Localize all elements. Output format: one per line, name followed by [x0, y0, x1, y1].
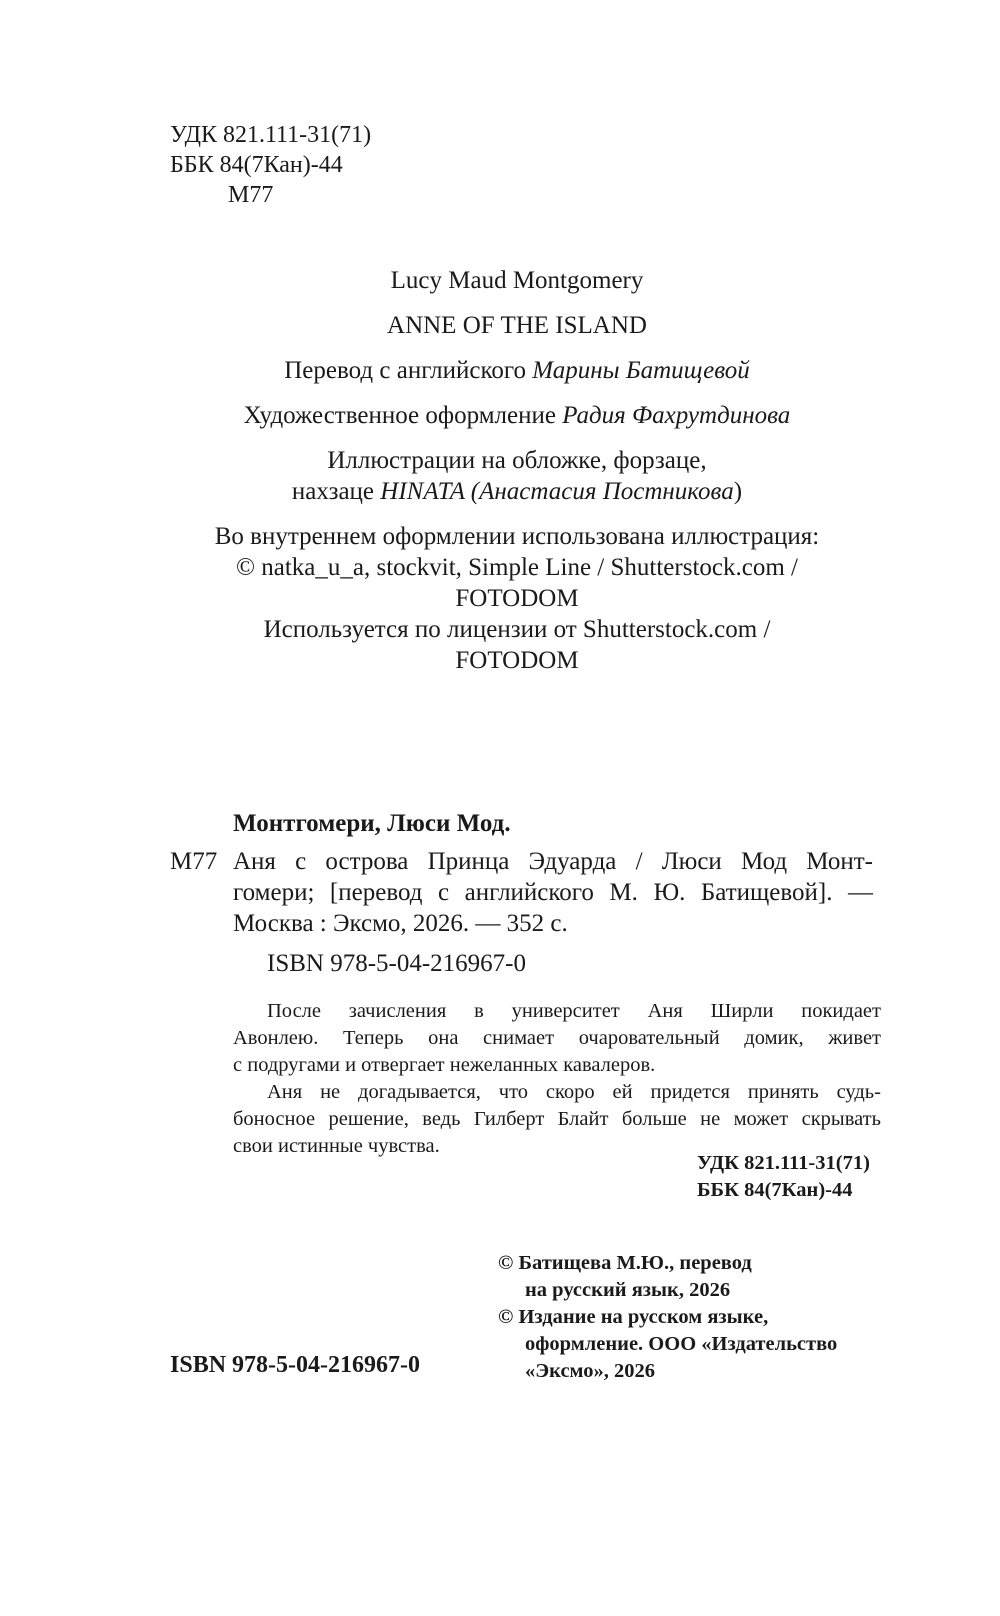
original-title: ANNE OF THE ISLAND [387, 312, 647, 339]
copyright-edition-line-2: оформление. ООО «Издательство [525, 1333, 838, 1355]
top-author-mark: М77 [228, 182, 274, 208]
illustrations-line-1: Иллюстрации на обложке, форзаце, [327, 447, 707, 474]
translation-prefix: Перевод с английского [284, 357, 533, 384]
translator-name: Марины Батищевой [532, 357, 750, 384]
designer-name: Радия Фахрутдинова [562, 402, 791, 429]
illustrations-suffix: ) [733, 478, 743, 505]
bottom-udk-code: УДК 821.111-31(71) [697, 1152, 870, 1174]
bottom-classification-codes [697, 1150, 870, 1204]
annotation-p1-line-3: с подругами и отвергает нежеланных кавалеров. [233, 1054, 656, 1076]
catalog-desc-line-1: Аня с острова Принца Эдуарда / Люси Мод Монт- [233, 848, 873, 875]
annotation-p2-line-1: Аня не догадывается, что скоро ей придется принять судь- [267, 1081, 881, 1103]
copyright-translation-line-2: на русский язык, 2026 [525, 1279, 731, 1301]
catalog-desc-line-2: гомери; [перевод с английского М. Ю. Батищевой]. — [233, 879, 873, 906]
original-author: Lucy Maud Montgomery [390, 267, 644, 294]
interior-credit-line-2: © natka_u_a, stockvit, Simple Line / Shutterstock.com / [236, 554, 798, 581]
annotation-p1-line-2: Авонлею. Теперь она снимает очаровательный домик, живет [233, 1027, 881, 1049]
copyright-translation-line-1: © Батищева М.Ю., перевод [498, 1252, 752, 1274]
copyright-edition-line-1: © Издание на русском языке, [498, 1306, 769, 1328]
top-classification-codes [170, 120, 371, 210]
design-prefix: Художественное оформление [243, 402, 563, 429]
translation-credit [150, 355, 884, 386]
interior-credit-line-3: FOTODOM [455, 585, 579, 612]
catalog-author-mark: М77 [170, 848, 218, 875]
top-bbk-code: ББК 84(7Кан)-44 [170, 152, 343, 178]
license-line-2: FOTODOM [455, 647, 579, 674]
bottom-bbk-code: ББК 84(7Кан)-44 [697, 1179, 853, 1201]
bottom-isbn: ISBN 978-5-04-216967-0 [170, 1352, 420, 1378]
copyright-block [498, 1250, 918, 1385]
annotation-p2-line-3: свои истинные чувства. [233, 1135, 440, 1157]
catalog-desc-line-3: Москва : Эксмо, 2026. — 352 с. [233, 910, 568, 937]
interior-credit-line-1: Во внутреннем оформлении использована иллюстрация: [214, 523, 820, 550]
catalog-description [233, 846, 873, 939]
catalog-isbn: ISBN 978-5-04-216967-0 [267, 950, 527, 977]
illustrations-prefix: нахзаце [291, 478, 381, 505]
annotation-p2-line-2: боносное решение, ведь Гилберт Блайт больше не может скрывать [233, 1108, 881, 1130]
copyright-edition-line-3: «Эксмо», 2026 [525, 1360, 655, 1382]
annotation [233, 998, 881, 1160]
credits-block [150, 265, 884, 676]
design-credit [150, 400, 884, 431]
top-udk-code: УДК 821.111-31(71) [170, 122, 372, 148]
license-line-1: Используется по лицензии от Shutterstock.com / [263, 616, 771, 643]
annotation-p1-line-1: После зачисления в университет Аня Ширли покидает [267, 1000, 881, 1022]
illustrator-name: HINATA (Анастасия Постникова [380, 478, 734, 505]
catalog-author-heading: Монтгомери, Люси Мод. [233, 810, 511, 837]
illustrations-line-2 [150, 476, 884, 507]
